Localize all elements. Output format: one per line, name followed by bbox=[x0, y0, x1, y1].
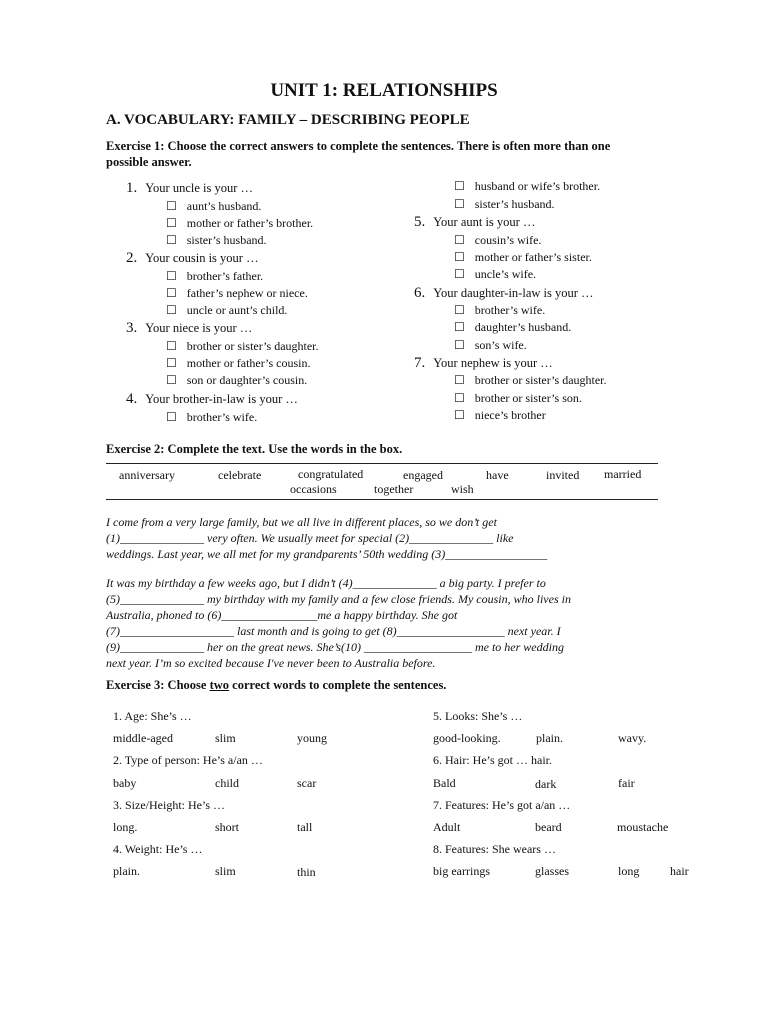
ex3-word-option[interactable]: slim bbox=[215, 864, 236, 878]
ex3-word-option[interactable]: Adult bbox=[433, 820, 461, 834]
checkbox-icon[interactable]: ☐ bbox=[166, 373, 177, 387]
option-item[interactable] bbox=[166, 410, 257, 425]
question-text: Your cousin is your … bbox=[145, 251, 259, 265]
option-label: brother or sister’s daughter. bbox=[474, 373, 607, 387]
heading-text: correct words to complete the sentences. bbox=[229, 678, 447, 692]
option-label: father’s nephew or niece. bbox=[186, 286, 308, 300]
ex3-word-option[interactable]: fair bbox=[618, 776, 635, 790]
paragraph-line: (5)______________ my birthday with my family and a few close friends. My cousin, who lives in bbox=[106, 592, 571, 606]
checkbox-icon[interactable]: ☐ bbox=[166, 339, 177, 353]
ex3-word-option[interactable]: baby bbox=[113, 776, 137, 790]
exercise1-heading-line1: Exercise 1: Choose the correct answers to complete the sentences. There is often more than one bbox=[106, 139, 611, 153]
option-label: mother or father’s cousin. bbox=[186, 356, 311, 370]
checkbox-icon[interactable]: ☐ bbox=[166, 286, 177, 300]
option-label: daughter’s husband. bbox=[474, 320, 572, 334]
box-word: wish bbox=[451, 482, 474, 496]
option-item[interactable] bbox=[166, 356, 311, 371]
question-text: Your brother-in-law is your … bbox=[145, 392, 298, 406]
option-label: cousin’s wife. bbox=[474, 233, 542, 247]
option-item[interactable] bbox=[454, 197, 555, 212]
question-3 bbox=[126, 320, 252, 337]
option-label: son’s wife. bbox=[474, 338, 527, 352]
option-item[interactable] bbox=[454, 179, 600, 194]
paragraph-line: I come from a very large family, but we all live in different places, so we don’t get bbox=[106, 515, 497, 529]
ex3-word-option[interactable]: dark bbox=[535, 777, 557, 791]
option-item[interactable] bbox=[454, 267, 536, 282]
option-label: uncle’s wife. bbox=[474, 267, 537, 281]
option-item[interactable] bbox=[166, 303, 287, 318]
option-label: uncle or aunt’s child. bbox=[186, 303, 288, 317]
ex3-prompt-7: 7. Features: He’s got a/an … bbox=[433, 798, 571, 812]
question-1 bbox=[126, 180, 253, 197]
ex3-word-option[interactable]: hair bbox=[670, 864, 689, 878]
page-title: UNIT 1: RELATIONSHIPS bbox=[270, 80, 498, 101]
question-number: 7. bbox=[414, 355, 426, 371]
option-label: son or daughter’s cousin. bbox=[186, 373, 308, 387]
option-item[interactable] bbox=[166, 233, 267, 248]
checkbox-icon[interactable]: ☐ bbox=[166, 303, 177, 317]
question-number: 1. bbox=[126, 180, 138, 196]
checkbox-icon[interactable]: ☐ bbox=[454, 303, 465, 317]
option-label: niece’s brother bbox=[474, 408, 546, 422]
checkbox-icon[interactable]: ☐ bbox=[454, 338, 465, 352]
question-number: 3. bbox=[126, 320, 138, 336]
ex3-word-option[interactable]: thin bbox=[297, 865, 316, 879]
option-label: brother’s father. bbox=[186, 269, 264, 283]
section-heading: A. VOCABULARY: FAMILY – DESCRIBING PEOPLE bbox=[106, 112, 470, 128]
ex3-word-option[interactable]: plain. bbox=[536, 731, 563, 745]
text-paragraph-2 bbox=[106, 575, 662, 671]
ex3-word-option[interactable]: middle-aged bbox=[113, 731, 173, 745]
option-label: mother or father’s brother. bbox=[186, 216, 314, 230]
question-5 bbox=[414, 214, 535, 231]
ex3-word-option[interactable]: moustache bbox=[617, 820, 669, 834]
paragraph-line: (7)___________________ last month and is going to get (8)__________________ next year. I bbox=[106, 624, 561, 638]
exercise1-heading-line2: possible answer. bbox=[106, 155, 192, 169]
option-item[interactable] bbox=[454, 391, 582, 406]
checkbox-icon[interactable]: ☐ bbox=[454, 197, 465, 211]
checkbox-icon[interactable]: ☐ bbox=[166, 269, 177, 283]
option-label: aunt’s husband. bbox=[186, 199, 262, 213]
box-word: congratulated bbox=[298, 467, 364, 481]
ex3-prompt-2: 2. Type of person: He’s a/an … bbox=[113, 753, 263, 767]
option-item[interactable] bbox=[454, 320, 571, 335]
option-item[interactable] bbox=[166, 286, 308, 301]
ex3-word-option[interactable]: big earrings bbox=[433, 864, 490, 878]
box-word: have bbox=[486, 468, 509, 482]
ex3-word-option[interactable]: slim bbox=[215, 731, 236, 745]
ex3-word-option[interactable]: plain. bbox=[113, 864, 140, 878]
question-7 bbox=[414, 355, 553, 372]
ex3-word-option[interactable]: child bbox=[215, 776, 239, 790]
option-label: mother or father’s sister. bbox=[474, 250, 592, 264]
option-label: husband or wife’s brother. bbox=[474, 179, 601, 193]
paragraph-line: weddings. Last year, we all met for my grandparents’ 50th wedding (3)_________________ bbox=[106, 547, 548, 561]
option-item[interactable] bbox=[454, 408, 546, 423]
checkbox-icon[interactable]: ☐ bbox=[454, 391, 465, 405]
ex3-prompt-4: 4. Weight: He’s … bbox=[113, 842, 203, 856]
option-label: brother’s wife. bbox=[186, 410, 258, 424]
paragraph-line: Australia, phoned to (6)________________me a happy birthday. She got bbox=[106, 608, 458, 622]
word-box-top-border bbox=[106, 463, 658, 464]
ex3-word-option[interactable]: wavy. bbox=[618, 731, 647, 745]
ex3-word-option[interactable]: Bald bbox=[433, 776, 456, 790]
question-text: Your daughter-in-law is your … bbox=[433, 286, 594, 300]
paragraph-line: next year. I’m so excited because I've never been to Australia before. bbox=[106, 656, 436, 670]
checkbox-icon[interactable]: ☐ bbox=[454, 250, 465, 264]
question-2 bbox=[126, 250, 259, 267]
checkbox-icon[interactable]: ☐ bbox=[454, 267, 465, 281]
box-word: celebrate bbox=[218, 468, 262, 482]
option-item[interactable] bbox=[166, 216, 313, 231]
question-number: 4. bbox=[126, 391, 138, 407]
paragraph-line: (1)______________ very often. We usually meet for special (2)______________ like bbox=[106, 531, 514, 545]
ex3-prompt-5: 5. Looks: She’s … bbox=[433, 709, 523, 723]
checkbox-icon[interactable]: ☐ bbox=[166, 216, 177, 230]
checkbox-icon[interactable]: ☐ bbox=[166, 356, 177, 370]
option-item[interactable] bbox=[454, 303, 545, 318]
option-item[interactable] bbox=[166, 199, 261, 214]
option-label: sister’s husband. bbox=[186, 233, 267, 247]
word-box-bottom-border bbox=[106, 499, 658, 500]
ex3-word-option[interactable]: long bbox=[618, 864, 640, 878]
ex3-word-option[interactable]: tall bbox=[297, 820, 313, 834]
box-word: invited bbox=[546, 468, 580, 482]
question-text: Your uncle is your … bbox=[145, 181, 254, 195]
ex3-word-option[interactable]: scar bbox=[297, 776, 317, 790]
ex3-prompt-6: 6. Hair: He’s got … hair. bbox=[433, 753, 552, 767]
paragraph-line: It was my birthday a few weeks ago, but I didn’t (4)______________ a big party. I prefer to bbox=[106, 576, 546, 590]
box-word: engaged bbox=[403, 468, 443, 482]
option-label: brother or sister’s son. bbox=[474, 391, 582, 405]
option-item[interactable] bbox=[454, 233, 541, 248]
ex3-prompt-8: 8. Features: She wears … bbox=[433, 842, 556, 856]
option-label: sister’s husband. bbox=[474, 197, 555, 211]
option-item[interactable] bbox=[166, 339, 319, 354]
paragraph-line: (9)______________ her on the great news. She’s(10) __________________ me to her wedding bbox=[106, 640, 564, 654]
question-4 bbox=[126, 391, 298, 408]
ex3-word-option[interactable]: beard bbox=[535, 820, 562, 834]
question-text: Your niece is your … bbox=[145, 321, 253, 335]
question-text: Your aunt is your … bbox=[433, 215, 536, 229]
option-item[interactable] bbox=[454, 250, 592, 265]
question-text: Your nephew is your … bbox=[433, 356, 553, 370]
checkbox-icon[interactable]: ☐ bbox=[166, 410, 177, 424]
question-number: 5. bbox=[414, 214, 426, 230]
option-item[interactable] bbox=[166, 373, 307, 388]
question-number: 6. bbox=[414, 285, 426, 301]
ex3-word-option[interactable]: glasses bbox=[535, 864, 569, 878]
option-label: brother or sister’s daughter. bbox=[186, 339, 319, 353]
box-word: anniversary bbox=[119, 468, 175, 482]
option-label: brother’s wife. bbox=[474, 303, 546, 317]
exercise3-heading bbox=[106, 678, 446, 693]
checkbox-icon[interactable]: ☐ bbox=[454, 320, 465, 334]
ex3-word-option[interactable]: young bbox=[297, 731, 327, 745]
checkbox-icon[interactable]: ☐ bbox=[454, 233, 465, 247]
box-word: together bbox=[374, 482, 414, 496]
checkbox-icon[interactable]: ☐ bbox=[454, 373, 465, 387]
ex3-prompt-1: 1. Age: She’s … bbox=[113, 709, 192, 723]
checkbox-icon[interactable]: ☐ bbox=[166, 233, 177, 247]
heading-emphasis: two bbox=[209, 678, 230, 692]
exercise2-heading: Exercise 2: Complete the text. Use the words in the box. bbox=[106, 442, 403, 456]
checkbox-icon[interactable]: ☐ bbox=[454, 179, 465, 193]
checkbox-icon[interactable]: ☐ bbox=[454, 408, 465, 422]
heading-text: Exercise 3: Choose bbox=[106, 678, 210, 692]
box-word: occasions bbox=[290, 482, 337, 496]
ex3-word-option[interactable]: long. bbox=[113, 820, 138, 834]
box-word: married bbox=[604, 467, 642, 481]
option-item[interactable] bbox=[454, 338, 527, 353]
ex3-word-option[interactable]: short bbox=[215, 820, 239, 834]
ex3-prompt-3: 3. Size/Height: He’s … bbox=[113, 798, 225, 812]
question-6 bbox=[414, 285, 594, 302]
option-item[interactable] bbox=[166, 269, 263, 284]
option-item[interactable] bbox=[454, 373, 607, 388]
text-paragraph-1 bbox=[106, 514, 662, 562]
question-number: 2. bbox=[126, 250, 138, 266]
checkbox-icon[interactable]: ☐ bbox=[166, 199, 177, 213]
ex3-word-option[interactable]: good-looking. bbox=[433, 731, 501, 745]
